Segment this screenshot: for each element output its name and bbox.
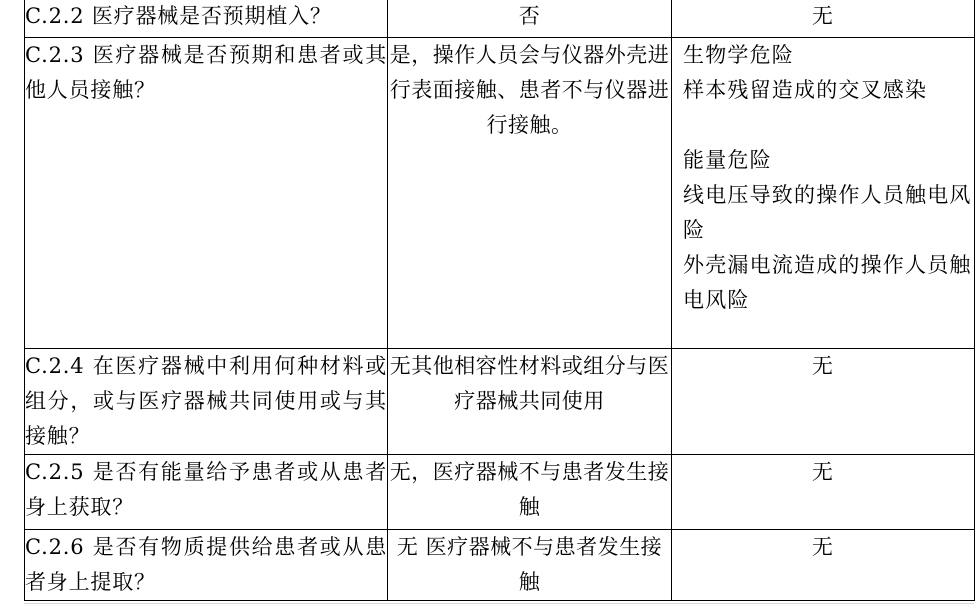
hazard-cell bbox=[672, 530, 975, 601]
hazard-text: 外壳漏电流造成的操作人员触电风险 bbox=[683, 253, 972, 312]
question-cell: C.2.4 在医疗器械中利用何种材料或组分，或与医疗器械共同使用或与其接触？ bbox=[25, 349, 388, 455]
table-row bbox=[25, 38, 975, 349]
table-row bbox=[25, 0, 975, 38]
hazard-category: 生物学危险 bbox=[683, 43, 794, 67]
answer-cell: 否 bbox=[388, 0, 672, 38]
hazard-text: 样本残留造成的交叉感染 bbox=[683, 78, 928, 102]
question-cell: C.2.5 是否有能量给予患者或从患者身上获取？ bbox=[25, 455, 388, 530]
hazard-text: 无 bbox=[811, 460, 835, 484]
hazard-cell bbox=[672, 0, 975, 38]
hazard-text: 无 bbox=[811, 354, 835, 378]
question-cell: C.2.2 医疗器械是否预期植入？ bbox=[25, 0, 388, 38]
answer-cell: 无，医疗器械不与患者发生接触 bbox=[388, 455, 672, 530]
spacer bbox=[672, 108, 974, 143]
page-divider bbox=[24, 603, 974, 604]
risk-analysis-table bbox=[24, 0, 975, 601]
table-row bbox=[25, 455, 975, 530]
answer-cell: 无 医疗器械不与患者发生接触 bbox=[388, 530, 672, 601]
table-row bbox=[25, 530, 975, 601]
hazard-cell bbox=[672, 455, 975, 530]
question-cell: C.2.6 是否有物质提供给患者或从患者身上提取？ bbox=[25, 530, 388, 601]
hazard-text: 无 bbox=[811, 535, 835, 559]
answer-cell: 无其他相容性材料或组分与医疗器械共同使用 bbox=[388, 349, 672, 455]
table-row bbox=[25, 349, 975, 455]
hazard-category: 能量危险 bbox=[683, 148, 772, 172]
hazard-text: 无 bbox=[811, 4, 835, 28]
hazard-cell bbox=[672, 38, 975, 349]
hazard-cell bbox=[672, 349, 975, 455]
answer-cell: 是，操作人员会与仪器外壳进行表面接触、患者不与仪器进行接触。 bbox=[388, 38, 672, 349]
hazard-text: 线电压导致的操作人员触电风险 bbox=[683, 183, 972, 242]
question-cell: C.2.3 医疗器械是否预期和患者或其他人员接触？ bbox=[25, 38, 388, 349]
